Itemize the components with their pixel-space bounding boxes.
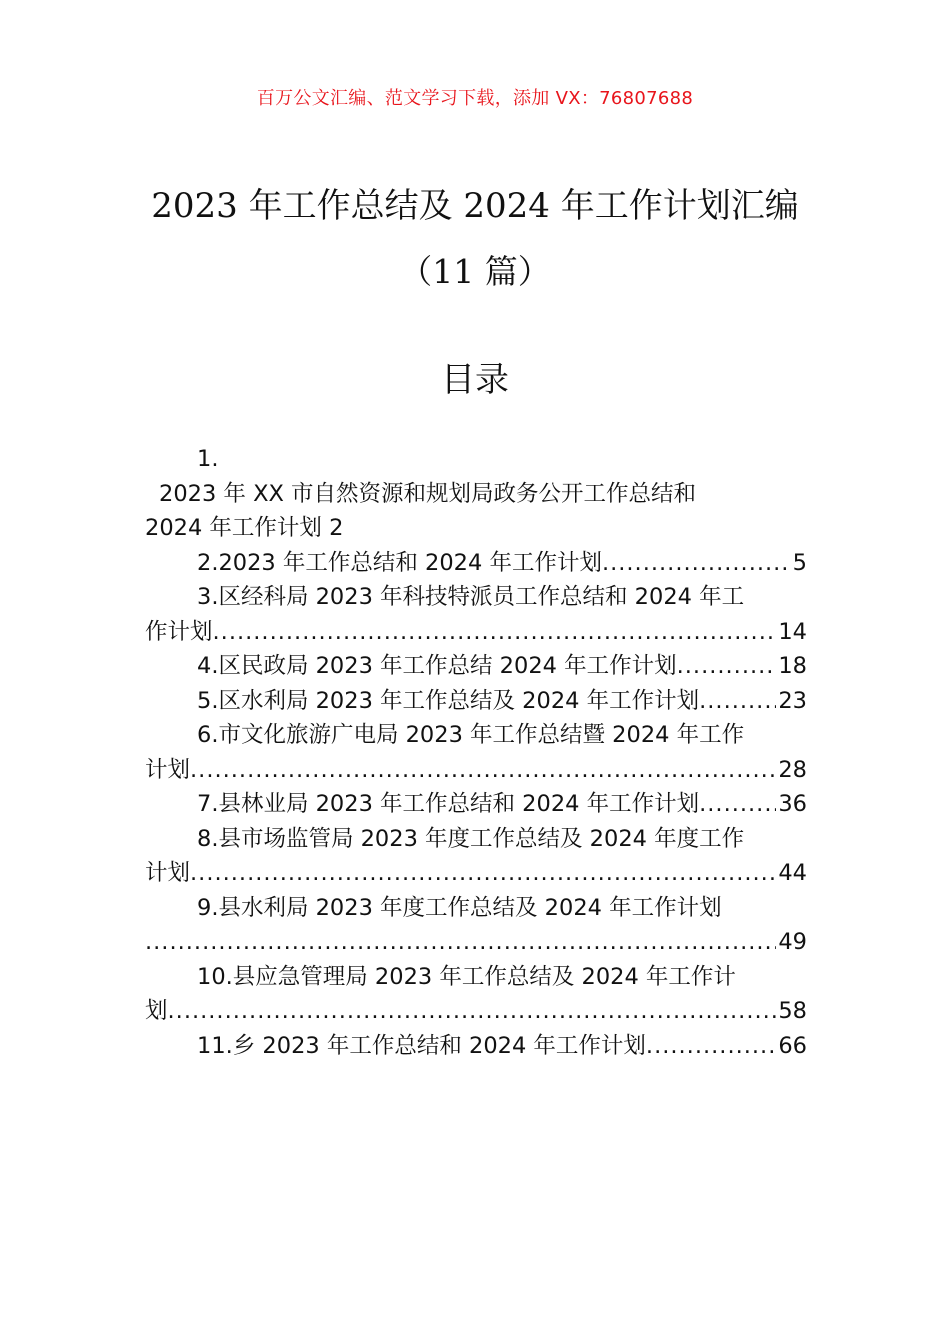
toc-item-6-line1[interactable]: 6.市文化旅游广电局 2023 年工作总结暨 2024 年工作 — [197, 722, 745, 748]
toc-item-3-line2[interactable] — [145, 615, 807, 650]
toc-item-1-number[interactable]: 1. — [197, 446, 219, 472]
toc-item-8-text: 计划 — [145, 860, 191, 886]
toc-item-10-line2[interactable] — [145, 994, 807, 1029]
toc-item-8-line1[interactable]: 8.县市场监管局 2023 年度工作总结及 2024 年度工作 — [197, 825, 745, 852]
toc-item-8-page: 44 — [778, 860, 807, 886]
toc-leader-dots — [145, 925, 776, 960]
toc-leader-dots — [699, 787, 776, 822]
toc-item-6-text: 计划 — [145, 756, 191, 783]
toc-item-5[interactable] — [145, 684, 807, 719]
toc-leader-dots — [699, 684, 776, 719]
toc-item-8-line2[interactable] — [145, 856, 807, 891]
toc-leader-dots — [602, 546, 791, 581]
table-of-contents — [145, 442, 807, 1063]
toc-item-7-page: 36 — [778, 791, 807, 817]
toc-leader-dots — [646, 1029, 776, 1064]
toc-item-10-page: 58 — [778, 998, 807, 1024]
toc-item-9-line1[interactable]: 9.县水利局 2023 年度工作总结及 2024 年工作计划 — [197, 894, 722, 921]
toc-item-4-text: 4.区民政局 2023 年工作总结 2024 年工作计划 — [197, 653, 677, 679]
toc-item-6-page: 28 — [778, 756, 807, 783]
toc-item-3-line1[interactable]: 3.区经科局 2023 年科技特派员工作总结和 2024 年工 — [197, 584, 745, 610]
document-title: 2023 年工作总结及 2024 年工作计划汇编 — [151, 186, 799, 226]
watermark-banner: 百万公文汇编、范文学习下载，添加 VX：76807688 — [256, 88, 694, 109]
toc-item-2-text: 2.2023 年工作总结和 2024 年工作计划 — [197, 549, 602, 576]
toc-item-2-page: 5 — [792, 549, 807, 576]
toc-leader-dots — [190, 856, 776, 891]
toc-item-9-line2[interactable] — [145, 925, 807, 960]
toc-item-4[interactable] — [145, 649, 807, 684]
toc-item-4-page: 18 — [778, 653, 807, 679]
toc-item-3-page: 14 — [778, 618, 807, 645]
toc-item-11[interactable] — [145, 1029, 807, 1064]
toc-item-7-text: 7.县林业局 2023 年工作总结和 2024 年工作计划 — [197, 791, 700, 817]
toc-leader-dots — [190, 753, 776, 788]
toc-item-2[interactable] — [145, 546, 807, 581]
toc-item-11-page: 66 — [778, 1032, 807, 1059]
toc-item-5-page: 23 — [778, 687, 807, 714]
toc-item-11-text: 11.乡 2023 年工作总结和 2024 年工作计划 — [197, 1032, 646, 1059]
toc-item-3-text: 作计划 — [145, 618, 213, 645]
toc-item-1-line2[interactable]: 2024 年工作计划 2 — [145, 515, 344, 541]
document-subtitle: （11 篇） — [399, 252, 551, 291]
toc-item-1-line1[interactable]: 2023 年 XX 市自然资源和规划局政务公开工作总结和 — [159, 480, 697, 507]
toc-leader-dots — [677, 649, 777, 684]
toc-leader-dots — [213, 615, 777, 650]
toc-item-10-line1[interactable]: 10.县应急管理局 2023 年工作总结及 2024 年工作计 — [197, 963, 736, 990]
toc-item-7[interactable] — [145, 787, 807, 822]
toc-item-9-page: 49 — [778, 929, 807, 955]
toc-leader-dots — [168, 994, 777, 1029]
toc-heading: 目录 — [441, 360, 509, 400]
toc-item-6-line2[interactable] — [145, 753, 807, 788]
toc-item-5-text: 5.区水利局 2023 年工作总结及 2024 年工作计划 — [197, 687, 700, 714]
toc-item-10-text: 划 — [145, 998, 168, 1024]
